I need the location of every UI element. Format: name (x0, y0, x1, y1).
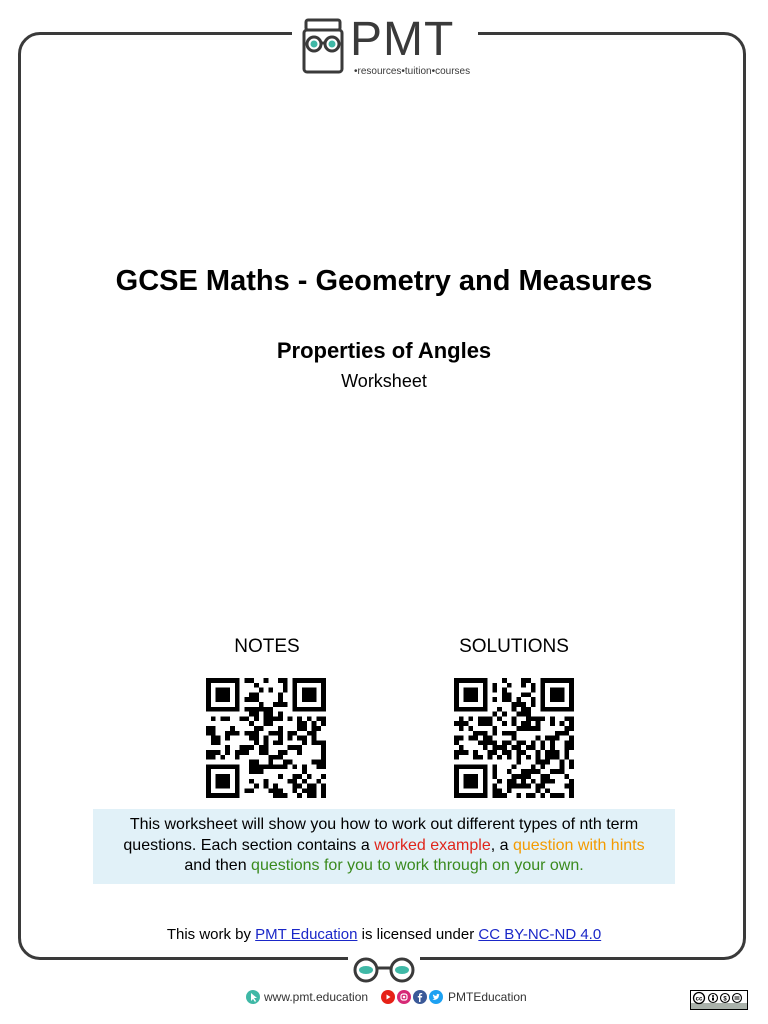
cc-license-link[interactable]: CC BY-NC-ND 4.0 (478, 926, 602, 943)
cc-badge-icon (691, 991, 747, 1009)
book-glasses-logo-icon (300, 16, 348, 74)
notes-qr-code[interactable] (204, 678, 328, 798)
question-hints-text: question with hints (512, 836, 645, 854)
solutions-qr-code[interactable] (452, 678, 576, 798)
info-line-2a: questions. Each section contains a (123, 836, 375, 854)
questions-own-text: questions for you to work through on your own (251, 857, 580, 874)
solutions-label: SOLUTIONS (459, 636, 569, 657)
glasses-icon (350, 956, 418, 986)
svg-text:cc: cc (695, 996, 703, 1003)
social-handle: PMTEducation (448, 990, 527, 1004)
instagram-icon[interactable] (397, 990, 411, 1004)
document-type: Worksheet (341, 371, 427, 391)
pmt-education-link[interactable]: PMT Education (255, 926, 358, 943)
footer-social[interactable] (381, 990, 527, 1004)
info-line-2b: , a (490, 836, 513, 854)
license-notice (0, 926, 768, 943)
info-line-3b: . (579, 857, 584, 874)
website-text: www.pmt.education (264, 990, 369, 1004)
footer-website[interactable] (246, 990, 368, 1004)
pmt-logo (300, 13, 471, 78)
twitter-icon[interactable] (429, 990, 443, 1004)
footer (0, 990, 768, 1010)
document-subtitle: Properties of Angles (276, 338, 492, 363)
document-title: GCSE Maths - Geometry and Measures (115, 265, 653, 297)
logo-tagline: •resources•tuition•courses (354, 66, 471, 77)
cursor-icon (246, 990, 260, 1004)
youtube-icon[interactable] (381, 990, 395, 1004)
facebook-icon[interactable] (413, 990, 427, 1004)
info-line-1: This worksheet will show you how to work out different types of nth term (129, 816, 639, 833)
license-middle: is licensed under (357, 926, 479, 943)
info-line-3a: and then (184, 857, 252, 874)
notes-label: NOTES (234, 636, 300, 657)
cc-license-badge[interactable] (690, 990, 748, 1010)
logo-wordmark: PMT (350, 13, 455, 66)
info-box (93, 809, 675, 884)
worked-example-text: worked example (374, 836, 491, 854)
license-prefix: This work by (166, 926, 256, 943)
svg-text:$: $ (723, 996, 727, 1003)
